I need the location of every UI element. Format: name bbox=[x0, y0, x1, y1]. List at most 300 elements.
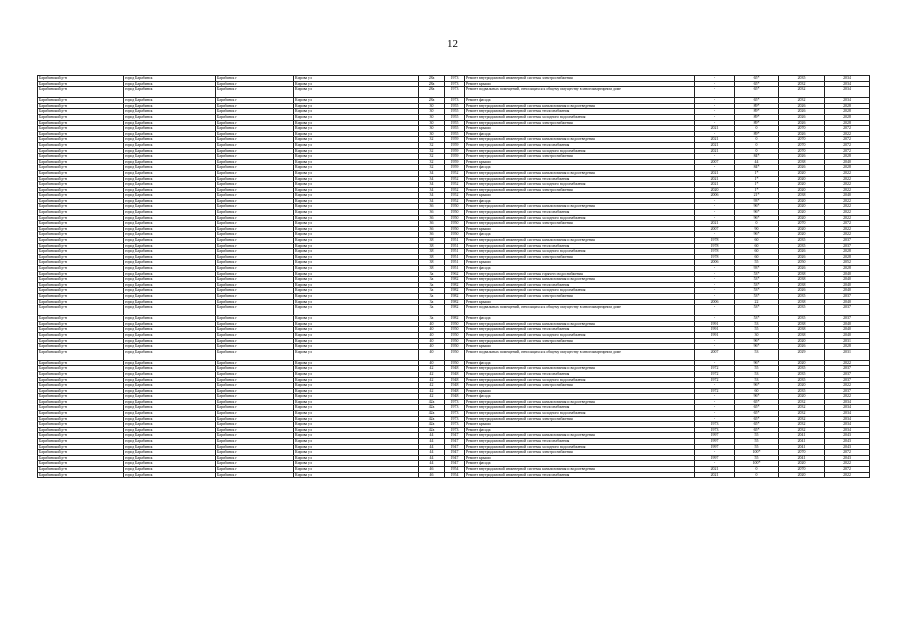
last-repair-year-cell: 2021 bbox=[695, 137, 735, 143]
settlement-cell: город Барабинск bbox=[124, 137, 216, 143]
work-type-cell: Ремонт фасада bbox=[465, 131, 695, 137]
plan-start-cell: 2041 bbox=[779, 455, 825, 461]
work-type-cell: Ремонт внутридомовой инженерной системы холодного водоснабжения bbox=[465, 444, 695, 450]
street-cell: Кирова ул bbox=[294, 266, 419, 272]
build-year-cell: 1973 bbox=[445, 76, 465, 82]
work-type-cell: Ремонт внутридомовой инженерной системы холодного водоснабжения bbox=[465, 182, 695, 188]
street-cell: Кирова ул bbox=[294, 461, 419, 467]
street-cell: Кирова ул bbox=[294, 450, 419, 456]
wear-percent-cell: 53* bbox=[735, 277, 779, 283]
work-type-cell: Ремонт крыши bbox=[465, 299, 695, 305]
last-repair-year-cell: - bbox=[695, 210, 735, 216]
locality-cell: Барабинск г bbox=[216, 120, 294, 126]
locality-cell: Барабинск г bbox=[216, 87, 294, 98]
street-cell: Кирова ул bbox=[294, 455, 419, 461]
district-cell: Барабинский р-н bbox=[38, 226, 124, 232]
wear-percent-cell: 89* bbox=[735, 103, 779, 109]
locality-cell: Барабинск г bbox=[216, 288, 294, 294]
house-number-cell: 38 bbox=[419, 254, 445, 260]
build-year-cell: 1948 bbox=[445, 383, 465, 389]
last-repair-year-cell: - bbox=[695, 266, 735, 272]
street-cell: Кирова ул bbox=[294, 232, 419, 238]
plan-start-cell: 2038 bbox=[779, 282, 825, 288]
plan-end-cell: 2034 bbox=[825, 76, 870, 82]
build-year-cell: 1959 bbox=[445, 137, 465, 143]
work-type-cell: Ремонт крыши bbox=[465, 126, 695, 132]
plan-end-cell: 2034 bbox=[825, 98, 870, 104]
build-year-cell: 1954 bbox=[445, 467, 465, 473]
work-type-cell: Ремонт фасада bbox=[465, 394, 695, 400]
last-repair-year-cell: 2021 bbox=[695, 148, 735, 154]
house-number-cell: 42а bbox=[419, 422, 445, 428]
plan-start-cell: 2041 bbox=[779, 444, 825, 450]
last-repair-year-cell: 1991 bbox=[695, 321, 735, 327]
plan-end-cell: 2022 bbox=[825, 360, 870, 366]
locality-cell: Барабинск г bbox=[216, 165, 294, 171]
work-type-cell: Ремонт внутридомовой инженерной системы теплоснабжения bbox=[465, 472, 695, 478]
wear-percent-cell: 53 bbox=[735, 371, 779, 377]
locality-cell: Барабинск г bbox=[216, 455, 294, 461]
district-cell: Барабинский р-н bbox=[38, 450, 124, 456]
district-cell: Барабинский р-н bbox=[38, 305, 124, 316]
house-number-cell: 44 bbox=[419, 450, 445, 456]
street-cell: Кирова ул bbox=[294, 120, 419, 126]
wear-percent-cell: 84* bbox=[735, 165, 779, 171]
plan-end-cell: 2034 bbox=[825, 411, 870, 417]
table-row bbox=[38, 87, 870, 98]
wear-percent-cell: 96* bbox=[735, 394, 779, 400]
house-number-cell: 34 bbox=[419, 198, 445, 204]
street-cell: Кирова ул bbox=[294, 238, 419, 244]
street-cell: Кирова ул bbox=[294, 433, 419, 439]
work-type-cell: Ремонт фасада bbox=[465, 316, 695, 322]
settlement-cell: город Барабинск bbox=[124, 154, 216, 160]
last-repair-year-cell: 2007 bbox=[695, 349, 735, 360]
settlement-cell: город Барабинск bbox=[124, 344, 216, 350]
locality-cell: Барабинск г bbox=[216, 360, 294, 366]
house-number-cell: 42а bbox=[419, 411, 445, 417]
locality-cell: Барабинск г bbox=[216, 254, 294, 260]
house-number-cell: 42 bbox=[419, 394, 445, 400]
settlement-cell: город Барабинск bbox=[124, 170, 216, 176]
build-year-cell: 1973 bbox=[445, 87, 465, 98]
street-cell: Кирова ул bbox=[294, 416, 419, 422]
settlement-cell: город Барабинск bbox=[124, 148, 216, 154]
settlement-cell: город Барабинск bbox=[124, 232, 216, 238]
work-type-cell: Ремонт крыши bbox=[465, 159, 695, 165]
plan-start-cell: 2050 bbox=[779, 260, 825, 266]
settlement-cell: город Барабинск bbox=[124, 215, 216, 221]
house-number-cell: 38 bbox=[419, 266, 445, 272]
street-cell: Кирова ул bbox=[294, 131, 419, 137]
plan-start-cell: 2070 bbox=[779, 450, 825, 456]
plan-start-cell: 2035 bbox=[779, 316, 825, 322]
plan-start-cell: 2032 bbox=[779, 399, 825, 405]
wear-percent-cell: 53 bbox=[735, 349, 779, 360]
district-cell: Барабинский р-н bbox=[38, 81, 124, 87]
plan-start-cell: 2026 bbox=[779, 120, 825, 126]
plan-end-cell: 2072 bbox=[825, 126, 870, 132]
house-number-cell: 36 bbox=[419, 232, 445, 238]
work-type-cell: Ремонт крыши bbox=[465, 226, 695, 232]
build-year-cell: 1947 bbox=[445, 444, 465, 450]
district-cell: Барабинский р-н bbox=[38, 159, 124, 165]
last-repair-year-cell: 1973 bbox=[695, 427, 735, 433]
build-year-cell: 1951 bbox=[445, 260, 465, 266]
street-cell: Кирова ул bbox=[294, 411, 419, 417]
locality-cell: Барабинск г bbox=[216, 109, 294, 115]
plan-end-cell: 2022 bbox=[825, 176, 870, 182]
house-number-cell: 28а bbox=[419, 76, 445, 82]
street-cell: Кирова ул bbox=[294, 371, 419, 377]
plan-end-cell: 2022 bbox=[825, 383, 870, 389]
work-type-cell: Ремонт внутридомовой инженерной системы электроснабжения bbox=[465, 221, 695, 227]
street-cell: Кирова ул bbox=[294, 137, 419, 143]
plan-end-cell: 2043 bbox=[825, 433, 870, 439]
locality-cell: Барабинск г bbox=[216, 293, 294, 299]
locality-cell: Барабинск г bbox=[216, 137, 294, 143]
wear-percent-cell: 96* bbox=[735, 232, 779, 238]
work-type-cell: Ремонт внутридомовой инженерной системы канализования и водоотведения bbox=[465, 433, 695, 439]
district-cell: Барабинский р-н bbox=[38, 176, 124, 182]
work-type-cell: Ремонт внутридомовой инженерной системы электроснабжения bbox=[465, 254, 695, 260]
district-cell: Барабинский р-н bbox=[38, 98, 124, 104]
plan-end-cell: 2040 bbox=[825, 327, 870, 333]
settlement-cell: город Барабинск bbox=[124, 182, 216, 188]
last-repair-year-cell: - bbox=[695, 98, 735, 104]
street-cell: Кирова ул bbox=[294, 126, 419, 132]
wear-percent-cell: 55 bbox=[735, 455, 779, 461]
district-cell: Барабинский р-н bbox=[38, 120, 124, 126]
plan-start-cell: 2032 bbox=[779, 422, 825, 428]
house-number-cell: 3а bbox=[419, 316, 445, 322]
settlement-cell: город Барабинск bbox=[124, 282, 216, 288]
plan-end-cell: 2040 bbox=[825, 282, 870, 288]
plan-end-cell: 2022 bbox=[825, 472, 870, 478]
house-number-cell: 32 bbox=[419, 148, 445, 154]
plan-start-cell: 2070 bbox=[779, 221, 825, 227]
district-cell: Барабинский р-н bbox=[38, 266, 124, 272]
last-repair-year-cell: - bbox=[695, 416, 735, 422]
house-number-cell: 40 bbox=[419, 338, 445, 344]
house-number-cell: 44 bbox=[419, 455, 445, 461]
house-number-cell: 42 bbox=[419, 366, 445, 372]
build-year-cell: 1959 bbox=[445, 165, 465, 171]
build-year-cell: 1950 bbox=[445, 349, 465, 360]
settlement-cell: город Барабинск bbox=[124, 327, 216, 333]
house-number-cell: 28а bbox=[419, 87, 445, 98]
locality-cell: Барабинск г bbox=[216, 444, 294, 450]
work-type-cell: Ремонт подвальных помещений, относящихся к общему имуществу в многоквартирном доме bbox=[465, 349, 695, 360]
locality-cell: Барабинск г bbox=[216, 299, 294, 305]
wear-percent-cell: 0 bbox=[735, 148, 779, 154]
build-year-cell: 1950 bbox=[445, 232, 465, 238]
plan-end-cell: 2034 bbox=[825, 427, 870, 433]
locality-cell: Барабинск г bbox=[216, 238, 294, 244]
plan-start-cell: 2020 bbox=[779, 215, 825, 221]
plan-end-cell: 2028 bbox=[825, 165, 870, 171]
plan-start-cell: 2038 bbox=[779, 321, 825, 327]
house-number-cell: 34 bbox=[419, 193, 445, 199]
plan-start-cell: 2020 bbox=[779, 198, 825, 204]
plan-start-cell: 2026 bbox=[779, 114, 825, 120]
settlement-cell: город Барабинск bbox=[124, 226, 216, 232]
wear-percent-cell: 89* bbox=[735, 131, 779, 137]
street-cell: Кирова ул bbox=[294, 76, 419, 82]
house-number-cell: 42а bbox=[419, 405, 445, 411]
build-year-cell: 1950 bbox=[445, 360, 465, 366]
work-type-cell: Ремонт внутридомовой инженерной системы теплоснабжения bbox=[465, 176, 695, 182]
house-number-cell: 32 bbox=[419, 165, 445, 171]
house-number-cell: 38 bbox=[419, 238, 445, 244]
plan-start-cell: 2032 bbox=[779, 98, 825, 104]
plan-end-cell: 2022 bbox=[825, 131, 870, 137]
locality-cell: Барабинск г bbox=[216, 394, 294, 400]
house-number-cell: 40 bbox=[419, 360, 445, 366]
plan-end-cell: 2052 bbox=[825, 260, 870, 266]
locality-cell: Барабинск г bbox=[216, 226, 294, 232]
build-year-cell: 1962 bbox=[445, 271, 465, 277]
street-cell: Кирова ул bbox=[294, 254, 419, 260]
wear-percent-cell: 96* bbox=[735, 215, 779, 221]
district-cell: Барабинский р-н bbox=[38, 249, 124, 255]
street-cell: Кирова ул bbox=[294, 226, 419, 232]
locality-cell: Барабинск г bbox=[216, 131, 294, 137]
locality-cell: Барабинск г bbox=[216, 81, 294, 87]
plan-end-cell: 2022 bbox=[825, 210, 870, 216]
plan-end-cell: 2040 bbox=[825, 193, 870, 199]
house-number-cell: 46 bbox=[419, 467, 445, 473]
work-type-cell: Ремонт внутридомовой инженерной системы холодного водоснабжения bbox=[465, 332, 695, 338]
plan-end-cell: 2072 bbox=[825, 142, 870, 148]
district-cell: Барабинский р-н bbox=[38, 332, 124, 338]
plan-end-cell: 2040 bbox=[825, 271, 870, 277]
locality-cell: Барабинск г bbox=[216, 170, 294, 176]
plan-start-cell: 2020 bbox=[779, 187, 825, 193]
work-type-cell: Ремонт подвальных помещений, относящихся к общему имуществу в многоквартирном доме bbox=[465, 87, 695, 98]
build-year-cell: 1950 bbox=[445, 215, 465, 221]
locality-cell: Барабинск г bbox=[216, 215, 294, 221]
street-cell: Кирова ул bbox=[294, 444, 419, 450]
build-year-cell: 1952 bbox=[445, 176, 465, 182]
build-year-cell: 1952 bbox=[445, 193, 465, 199]
settlement-cell: город Барабинск bbox=[124, 260, 216, 266]
build-year-cell: 1950 bbox=[445, 204, 465, 210]
last-repair-year-cell: 2021 bbox=[695, 142, 735, 148]
work-type-cell: Ремонт фасада bbox=[465, 266, 695, 272]
wear-percent-cell: 21* bbox=[735, 193, 779, 199]
wear-percent-cell: 53* bbox=[735, 293, 779, 299]
build-year-cell: 1973 bbox=[445, 422, 465, 428]
house-number-cell: 42а bbox=[419, 399, 445, 405]
settlement-cell: город Барабинск bbox=[124, 427, 216, 433]
settlement-cell: город Барабинск bbox=[124, 293, 216, 299]
last-repair-year-cell: - bbox=[695, 165, 735, 171]
plan-end-cell: 2037 bbox=[825, 388, 870, 394]
settlement-cell: город Барабинск bbox=[124, 416, 216, 422]
locality-cell: Барабинск г bbox=[216, 187, 294, 193]
street-cell: Кирова ул bbox=[294, 165, 419, 171]
plan-end-cell: 2072 bbox=[825, 137, 870, 143]
locality-cell: Барабинск г bbox=[216, 416, 294, 422]
plan-end-cell: 2028 bbox=[825, 154, 870, 160]
district-cell: Барабинский р-н bbox=[38, 76, 124, 82]
settlement-cell: город Барабинск bbox=[124, 444, 216, 450]
settlement-cell: город Барабинск bbox=[124, 338, 216, 344]
last-repair-year-cell: 2006 bbox=[695, 260, 735, 266]
settlement-cell: город Барабинск bbox=[124, 299, 216, 305]
build-year-cell: 1973 bbox=[445, 98, 465, 104]
wear-percent-cell: 55 bbox=[735, 444, 779, 450]
wear-percent-cell: 53 bbox=[735, 377, 779, 383]
wear-percent-cell: 65* bbox=[735, 76, 779, 82]
settlement-cell: город Барабинск bbox=[124, 383, 216, 389]
locality-cell: Барабинск г bbox=[216, 266, 294, 272]
plan-end-cell: 2028 bbox=[825, 120, 870, 126]
locality-cell: Барабинск г bbox=[216, 193, 294, 199]
house-number-cell: 28а bbox=[419, 98, 445, 104]
district-cell: Барабинский р-н bbox=[38, 467, 124, 473]
build-year-cell: 1982 bbox=[445, 282, 465, 288]
settlement-cell: город Барабинск bbox=[124, 87, 216, 98]
work-type-cell: Ремонт внутридомовой инженерной системы электроснабжения bbox=[465, 76, 695, 82]
plan-end-cell: 2022 bbox=[825, 182, 870, 188]
wear-percent-cell: 55 bbox=[735, 260, 779, 266]
district-cell: Барабинский р-н bbox=[38, 271, 124, 277]
last-repair-year-cell: 1972 bbox=[695, 371, 735, 377]
locality-cell: Барабинск г bbox=[216, 159, 294, 165]
work-type-cell: Ремонт внутридомовой инженерной системы электроснабжения bbox=[465, 416, 695, 422]
work-type-cell: Ремонт внутридомовой инженерной системы электроснабжения bbox=[465, 338, 695, 344]
last-repair-year-cell: - bbox=[695, 411, 735, 417]
build-year-cell: 1982 bbox=[445, 293, 465, 299]
district-cell: Барабинский р-н bbox=[38, 165, 124, 171]
wear-percent-cell: 1* bbox=[735, 187, 779, 193]
house-number-cell: 40 bbox=[419, 321, 445, 327]
district-cell: Барабинский р-н bbox=[38, 103, 124, 109]
street-cell: Кирова ул bbox=[294, 87, 419, 98]
plan-end-cell: 2028 bbox=[825, 266, 870, 272]
house-number-cell: 36 bbox=[419, 226, 445, 232]
work-type-cell: Ремонт внутридомовой инженерной системы теплоснабжения bbox=[465, 405, 695, 411]
locality-cell: Барабинск г bbox=[216, 198, 294, 204]
settlement-cell: город Барабинск bbox=[124, 131, 216, 137]
wear-percent-cell: 93* bbox=[735, 266, 779, 272]
work-type-cell: Ремонт внутридомовой инженерной системы холодного водоснабжения bbox=[465, 148, 695, 154]
wear-percent-cell: 96* bbox=[735, 360, 779, 366]
plan-start-cell: 2020 bbox=[779, 338, 825, 344]
plan-start-cell: 2032 bbox=[779, 405, 825, 411]
settlement-cell: город Барабинск bbox=[124, 360, 216, 366]
district-cell: Барабинский р-н bbox=[38, 109, 124, 115]
last-repair-year-cell: 2021 bbox=[695, 126, 735, 132]
locality-cell: Барабинск г bbox=[216, 461, 294, 467]
street-cell: Кирова ул bbox=[294, 114, 419, 120]
house-number-cell: 34 bbox=[419, 170, 445, 176]
last-repair-year-cell: 1991 bbox=[695, 332, 735, 338]
street-cell: Кирова ул bbox=[294, 332, 419, 338]
build-year-cell: 1950 bbox=[445, 321, 465, 327]
street-cell: Кирова ул bbox=[294, 282, 419, 288]
plan-start-cell: 2026 bbox=[779, 165, 825, 171]
last-repair-year-cell: 2006 bbox=[695, 193, 735, 199]
build-year-cell: 1951 bbox=[445, 243, 465, 249]
plan-start-cell: 2041 bbox=[779, 439, 825, 445]
settlement-cell: город Барабинск bbox=[124, 120, 216, 126]
house-number-cell: 42 bbox=[419, 377, 445, 383]
build-year-cell: 1982 bbox=[445, 305, 465, 316]
settlement-cell: город Барабинск bbox=[124, 176, 216, 182]
settlement-cell: город Барабинск bbox=[124, 332, 216, 338]
district-cell: Барабинский р-н bbox=[38, 299, 124, 305]
district-cell: Барабинский р-н bbox=[38, 232, 124, 238]
build-year-cell: 1973 bbox=[445, 427, 465, 433]
plan-end-cell: 2028 bbox=[825, 109, 870, 115]
work-type-cell: Ремонт фасада bbox=[465, 427, 695, 433]
house-number-cell: 42 bbox=[419, 371, 445, 377]
plan-start-cell: 2020 bbox=[779, 472, 825, 478]
street-cell: Кирова ул bbox=[294, 198, 419, 204]
wear-percent-cell: 0 bbox=[735, 126, 779, 132]
work-type-cell: Ремонт внутридомовой инженерной системы холодного водоснабжения bbox=[465, 288, 695, 294]
plan-end-cell: 2040 bbox=[825, 288, 870, 294]
district-cell: Барабинский р-н bbox=[38, 131, 124, 137]
work-type-cell: Ремонт крыши bbox=[465, 422, 695, 428]
work-type-cell: Ремонт внутридомовой инженерной системы теплоснабжения bbox=[465, 142, 695, 148]
last-repair-year-cell: - bbox=[695, 87, 735, 98]
house-number-cell: 3а bbox=[419, 293, 445, 299]
build-year-cell: 1952 bbox=[445, 198, 465, 204]
build-year-cell: 1947 bbox=[445, 450, 465, 456]
plan-start-cell: 2026 bbox=[779, 103, 825, 109]
street-cell: Кирова ул bbox=[294, 427, 419, 433]
settlement-cell: город Барабинск bbox=[124, 193, 216, 199]
district-cell: Барабинский р-н bbox=[38, 439, 124, 445]
wear-percent-cell: 100* bbox=[735, 450, 779, 456]
last-repair-year-cell: - bbox=[695, 131, 735, 137]
street-cell: Кирова ул bbox=[294, 422, 419, 428]
street-cell: Кирова ул bbox=[294, 366, 419, 372]
street-cell: Кирова ул bbox=[294, 193, 419, 199]
wear-percent-cell: 96* bbox=[735, 383, 779, 389]
house-number-cell: 40 bbox=[419, 349, 445, 360]
build-year-cell: 1952 bbox=[445, 182, 465, 188]
plan-end-cell: 2072 bbox=[825, 467, 870, 473]
street-cell: Кирова ул bbox=[294, 210, 419, 216]
settlement-cell: город Барабинск bbox=[124, 288, 216, 294]
street-cell: Кирова ул bbox=[294, 360, 419, 366]
house-number-cell: 30 bbox=[419, 131, 445, 137]
plan-end-cell: 2022 bbox=[825, 187, 870, 193]
build-year-cell: 1955 bbox=[445, 114, 465, 120]
settlement-cell: город Барабинск bbox=[124, 238, 216, 244]
locality-cell: Барабинск г bbox=[216, 76, 294, 82]
plan-start-cell: 2026 bbox=[779, 109, 825, 115]
house-number-cell: 30 bbox=[419, 120, 445, 126]
district-cell: Барабинский р-н bbox=[38, 383, 124, 389]
settlement-cell: город Барабинск bbox=[124, 349, 216, 360]
district-cell: Барабинский р-н bbox=[38, 243, 124, 249]
table-container bbox=[37, 75, 869, 478]
settlement-cell: город Барабинск bbox=[124, 204, 216, 210]
plan-start-cell: 2070 bbox=[779, 467, 825, 473]
work-type-cell: Ремонт внутридомовой инженерной системы теплоснабжения bbox=[465, 371, 695, 377]
plan-start-cell: 2032 bbox=[779, 427, 825, 433]
build-year-cell: 1950 bbox=[445, 338, 465, 344]
build-year-cell: 1950 bbox=[445, 327, 465, 333]
build-year-cell: 1955 bbox=[445, 103, 465, 109]
wear-percent-cell: 44 bbox=[735, 159, 779, 165]
